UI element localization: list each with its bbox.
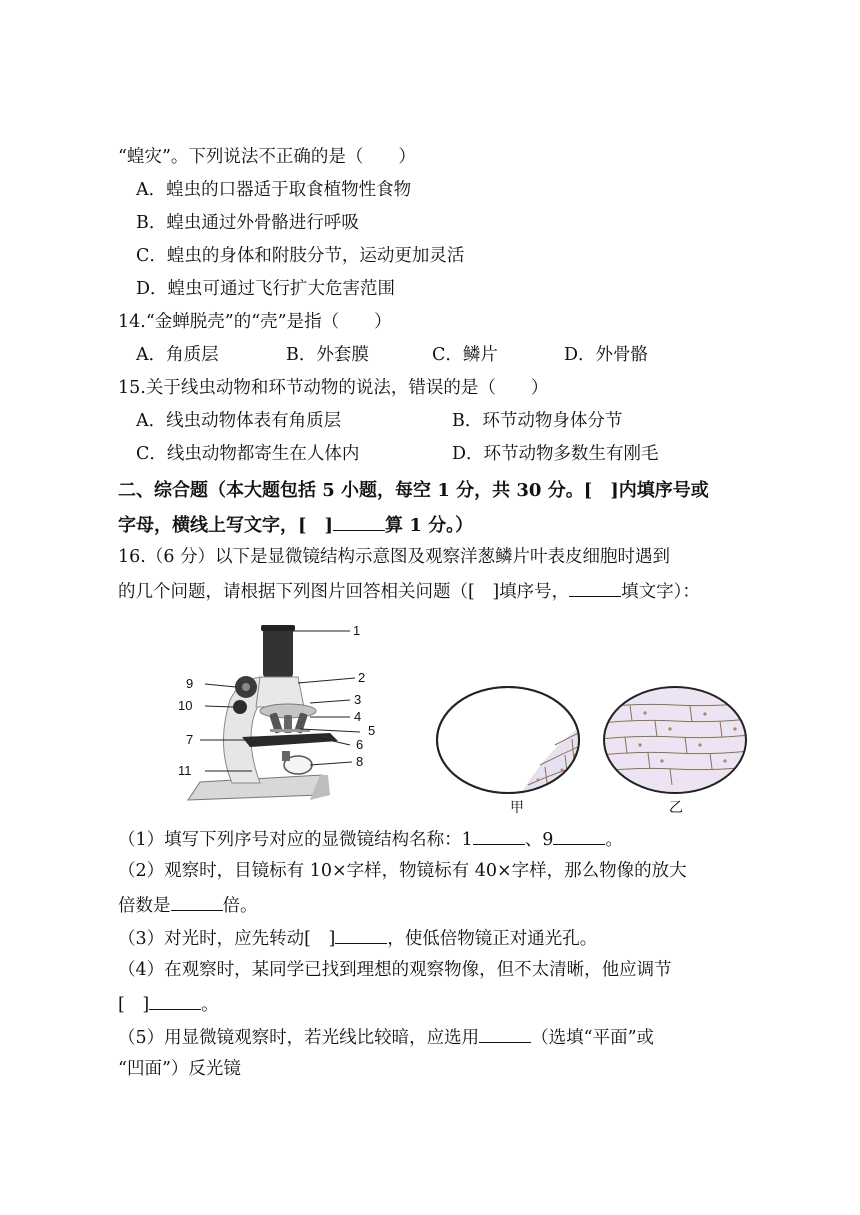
q16-part4-line1: （4）在观察时，某同学已找到理想的观察物像，但不太清晰，他应调节 (118, 960, 672, 980)
q16-stem-line1: 16.（6 分）以下是显微镜结构示意图及观察洋葱鳞片叶表皮细胞时遇到 (118, 547, 671, 567)
label-8: 8 (356, 754, 364, 769)
microscope-figure (170, 615, 770, 820)
answer-blank[interactable] (569, 578, 621, 597)
q16-part4-text-a: [ ] (118, 995, 150, 1015)
q16-part1-text-a: （1）填写下列序号对应的显微镜结构名称：1 (118, 830, 473, 850)
q16-part1-text-c: 。 (605, 830, 623, 850)
q16-part3-text-a: （3）对光时，应先转动[ ] (118, 929, 336, 949)
label-6: 6 (356, 737, 364, 752)
label-7: 7 (186, 732, 194, 747)
q13-option-b: B．蝗虫通过外骨骼进行呼吸 (136, 213, 359, 233)
label-5: 5 (368, 723, 376, 738)
q16-part5-text-b: （选填“平面”或 (531, 1028, 655, 1048)
microscope-illustration (188, 625, 338, 800)
answer-blank-1[interactable] (473, 826, 525, 845)
label-11: 11 (178, 763, 192, 778)
answer-blank-magnification[interactable] (171, 892, 223, 911)
label-10: 10 (178, 698, 193, 713)
q14-option-b: B．外套膜 (286, 345, 369, 365)
q16-part4-line2 (118, 991, 219, 1017)
q16-part5-line1 (118, 1024, 654, 1050)
field-of-view-jia (437, 687, 590, 805)
q16-part1-text-b: 、9 (524, 830, 554, 850)
q13-option-d: D．蝗虫可通过飞行扩大危害范围 (136, 279, 396, 299)
q13-option-a: A．蝗虫的口器适于取食植物性食物 (136, 180, 412, 200)
q15-option-c: C．线虫动物都寄生在人体内 (136, 444, 360, 464)
q14-option-a: A．角质层 (136, 345, 219, 365)
q16-part2-text-b: 倍。 (222, 896, 258, 916)
answer-blank-9[interactable] (553, 826, 605, 845)
q16-part3-text-b: ，使低倍物镜正对通光孔。 (387, 929, 598, 949)
section2-heading-line1: 二、综合题（本大题包括 5 小题，每空 1 分，共 30 分。[ ]内填序号或 (118, 480, 709, 501)
section2-heading-line2 (118, 512, 473, 538)
label-jia: 甲 (510, 799, 524, 815)
q14-option-c: C．鳞片 (432, 345, 498, 365)
label-3: 3 (354, 692, 362, 707)
q16-part2-line2 (118, 892, 258, 918)
q15-option-a: A．线虫动物体表有角质层 (136, 411, 342, 431)
answer-blank-part3[interactable] (335, 925, 387, 944)
answer-blank[interactable] (333, 512, 385, 531)
q16-part3 (118, 925, 597, 951)
q16-stem-text-a: 的几个问题，请根据下列图片回答相关问题（[ ]填序号， (118, 582, 570, 602)
q14-option-d: D．外骨骼 (564, 345, 649, 365)
q13-option-c: C．蝗虫的身体和附肢分节，运动更加灵活 (136, 246, 465, 266)
label-2: 2 (358, 670, 366, 685)
label-yi: 乙 (669, 799, 683, 815)
q16-stem-line2 (118, 578, 700, 604)
q16-part4-text-b: 。 (201, 995, 219, 1015)
q16-part5-line2: “凹面”）反光镜 (118, 1059, 241, 1079)
q16-part5-text-a: （5）用显微镜观察时，若光线比较暗，应选用 (118, 1028, 480, 1048)
q16-stem-text-b: 填文字）： (621, 582, 700, 602)
label-9: 9 (186, 676, 194, 691)
section2-heading-text-b: 算 1 分。） (385, 515, 474, 536)
q13-stem: “蝗灾”。下列说法不正确的是（ ） (118, 147, 416, 167)
q14-stem: 14.“金蝉脱壳”的“壳”是指（ ） (118, 312, 392, 332)
q15-stem: 15.关于线虫动物和环节动物的说法，错误的是（ ） (118, 378, 549, 398)
section2-heading-text-a: 字母，横线上写文字，[ ] (118, 515, 334, 536)
label-1: 1 (353, 623, 361, 638)
q15-option-b: B．环节动物身体分节 (452, 411, 623, 431)
q16-part2-line1: （2）观察时，目镜标有 10×字样，物镜标有 40×字样，那么物像的放大 (118, 861, 687, 881)
q15-option-d: D．环节动物多数生有刚毛 (452, 444, 659, 464)
field-of-view-yi (600, 687, 750, 793)
answer-blank-part5[interactable] (479, 1024, 531, 1043)
q16-part2-text-a: 倍数是 (118, 896, 171, 916)
q16-part1 (118, 826, 623, 852)
answer-blank-part4[interactable] (149, 991, 201, 1010)
label-4: 4 (354, 709, 362, 724)
